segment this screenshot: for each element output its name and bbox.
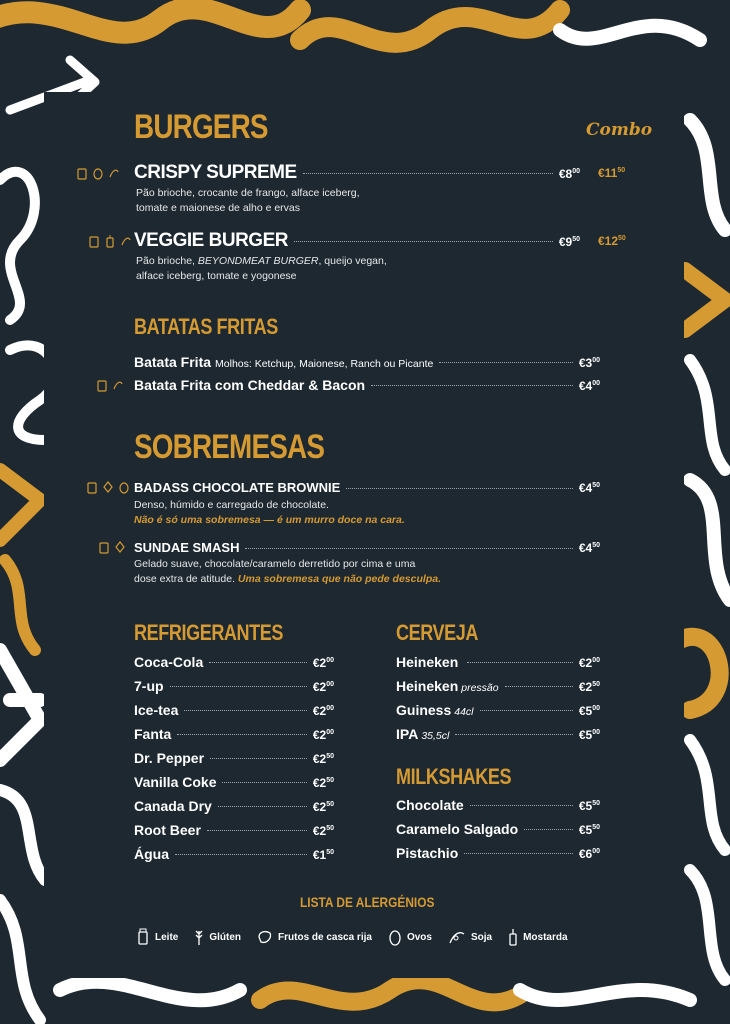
allergen-icons [88,234,132,248]
egg-icon [92,166,104,180]
legend-item: Mostarda [508,928,567,946]
item-price: $€2^{50}$ [578,680,600,694]
drink-item[interactable] [134,678,334,694]
legend-item: Frutos de casca rija [257,929,372,945]
mustard-icon [104,234,116,248]
item-price: $€4^{00}$ [578,379,600,393]
item-name: 7-up [134,678,164,694]
drink-item[interactable] [134,654,334,670]
refrigerantes-title: REFRIGERANTES [134,620,284,645]
item-price: $€5^{00}$ [578,704,600,718]
item-name: CRISPY SUPREME [134,162,297,183]
allergen-icons [86,480,130,494]
menu-item-batata-cheddar[interactable] [134,377,600,393]
drink-item[interactable] [396,726,600,742]
drink-item[interactable] [396,678,600,694]
allergen-icons [98,540,126,554]
item-price: $€2^{00}$ [312,680,334,694]
item-price: $€1^{50}$ [312,848,334,862]
item-price: $€5^{50}$ [578,799,600,813]
drink-item[interactable] [134,750,334,766]
item-price: $€2^{50}$ [312,800,334,814]
item-description: Pão brioche, BEYONDMEAT BURGER, queijo vegan, alface iceberg, tomate e yogonese [136,255,387,282]
item-name: Heineken [396,654,459,670]
legend-item: Glúten [194,928,241,946]
batatas-title: BATATAS FRITAS [134,314,278,339]
item-name: Vanilla Coke [134,774,217,790]
item-name: Caramelo Salgado [396,821,519,837]
item-name: Batata Frita com Cheddar & Bacon [134,377,366,393]
nut-icon [114,540,126,554]
allergen-legend [136,928,568,946]
item-name: Ice-tea [134,702,179,718]
mustard-icon [508,928,518,946]
item-price: $€3^{00}$ [578,356,600,370]
nut-icon [102,480,114,494]
item-price: $€4^{50}$ [578,481,600,495]
item-name: Heineken pressão [396,678,499,694]
item-name: Água [134,846,169,862]
item-name: VEGGIE BURGER [134,230,288,251]
drink-item[interactable] [134,846,334,862]
soy-icon [108,166,120,180]
item-price: $€2^{50}$ [312,776,334,790]
item-price: $€2^{00}$ [578,656,600,670]
item-name: Pistachio [396,845,459,861]
combo-price: $€11^{50}$ [598,166,626,180]
item-price: $€2^{00}$ [312,728,334,742]
item-name: Coca-Cola [134,654,204,670]
egg-icon [118,480,130,494]
menu-item-sundae[interactable] [134,540,600,555]
menu-item-batata-frita[interactable] [134,354,600,370]
drink-item[interactable] [396,845,600,861]
drink-item[interactable] [396,702,600,718]
item-name: IPA 35,5cl [396,726,450,742]
item-price: $€5^{50}$ [578,823,600,837]
item-price: $€6^{00}$ [578,847,600,861]
menu-item-crispy-supreme[interactable] [134,162,580,184]
milk-icon [136,928,150,946]
item-name: Fanta [134,726,172,742]
allergens-title: LISTA DE ALERGÉNIOS [300,894,435,910]
item-price: $€4^{50}$ [578,541,600,555]
cerveja-title: CERVEJA [396,620,479,645]
menu-item-brownie[interactable] [134,480,600,495]
item-price: $€2^{50}$ [312,752,334,766]
item-name: Chocolate [396,797,464,813]
allergen-icons [76,166,120,180]
item-name: Canada Dry [134,798,212,814]
item-name: Root Beer [134,822,201,838]
wheat-icon [194,928,204,946]
drink-item[interactable] [134,774,334,790]
item-price: $€8^{00}$ [558,167,580,181]
combo-price: $€12^{50}$ [598,234,626,248]
menu-item-veggie-burger[interactable] [134,230,580,252]
item-price: $€9^{50}$ [558,235,580,249]
legend-item: Leite [136,928,178,946]
nut-icon [257,929,273,945]
drink-item[interactable] [396,821,600,837]
item-name: SUNDAE SMASH [134,540,240,555]
milk-icon [98,540,110,554]
item-price: $€2^{50}$ [312,824,334,838]
drink-item[interactable] [134,702,334,718]
drink-item[interactable] [134,726,334,742]
legend-item: Soja [448,929,492,945]
burgers-title: BURGERS [134,108,268,146]
item-name: Guiness 44cl [396,702,474,718]
soy-icon [112,378,124,392]
sobremesas-title: SOBREMESAS [134,428,325,466]
item-description: Gelado suave, chocolate/caramelo derretido por cima e uma dose extra de atitude. Uma sobremesa que não pede desculpa. [134,558,441,585]
milk-icon [86,480,98,494]
milk-icon [96,378,108,392]
legend-item: Ovos [388,928,432,946]
item-description: Denso, húmido e carregado de chocolate. Não é só uma sobremesa — é um murro doce na cara. [134,499,405,526]
item-description: Pão brioche, crocante de frango, alface iceberg, tomate e maionese de alho e ervas [136,187,360,214]
item-name: Batata Frita Molhos: Ketchup, Maionese, Ranch ou Picante [134,354,434,370]
item-price: $€2^{00}$ [312,656,334,670]
drink-item[interactable] [134,798,334,814]
allergen-icons [96,378,124,392]
drink-item[interactable] [396,654,600,670]
soy-icon [448,929,466,945]
item-name: BADASS CHOCOLATE BROWNIE [134,480,341,495]
egg-icon [388,928,402,946]
item-price: $€5^{00}$ [578,728,600,742]
milk-icon [88,234,100,248]
combo-label: Combo [586,120,653,140]
drink-item[interactable] [396,797,600,813]
milkshakes-title: MILKSHAKES [396,764,512,789]
item-price: $€2^{00}$ [312,704,334,718]
item-name: Dr. Pepper [134,750,205,766]
soy-icon [120,234,132,248]
milk-icon [76,166,88,180]
drink-item[interactable] [134,822,334,838]
